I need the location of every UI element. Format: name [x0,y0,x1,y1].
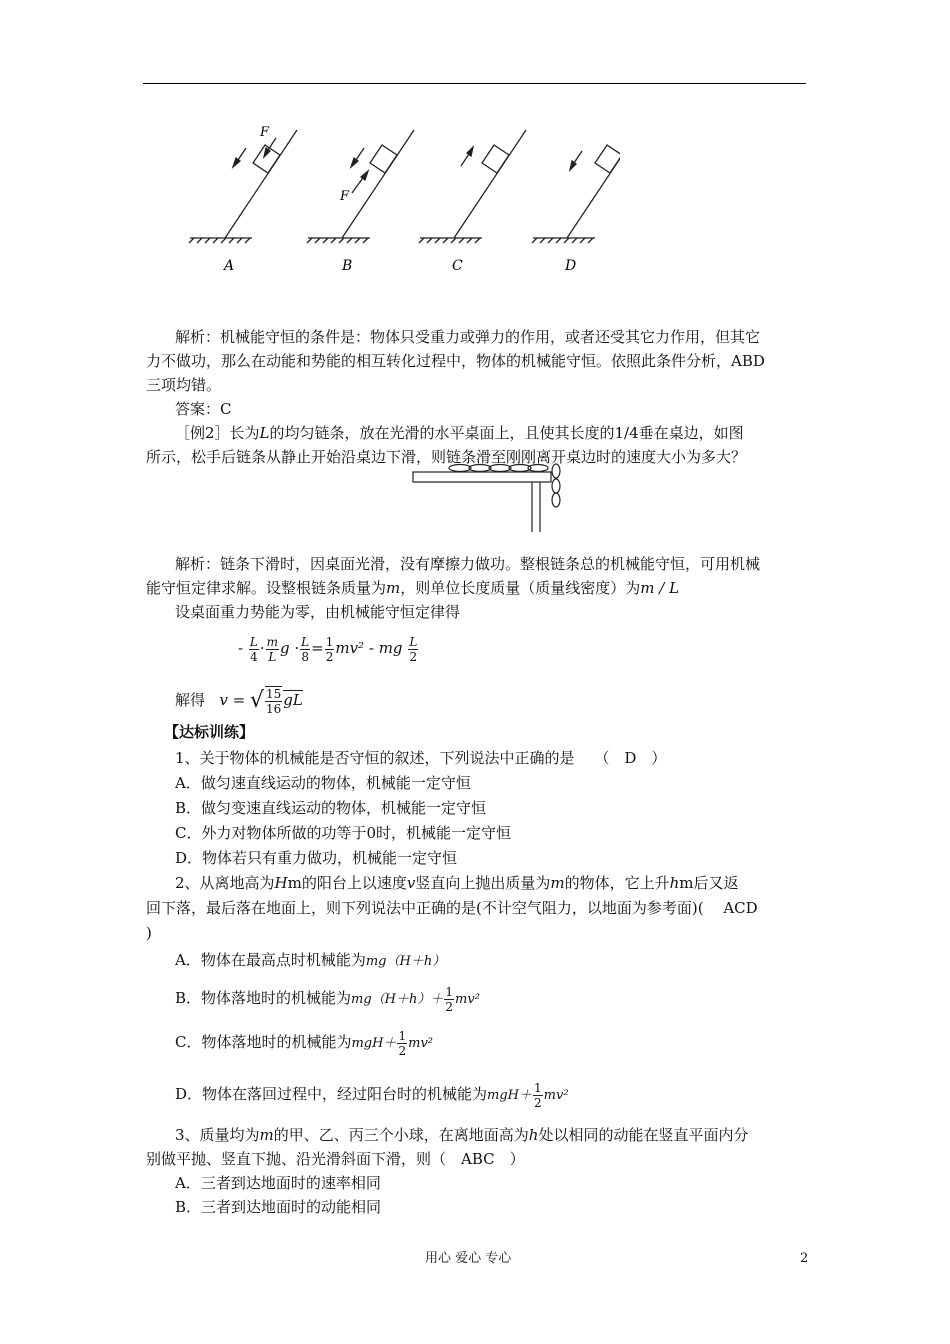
analysis2-line3: 设桌面重力势能为零，由机械能守恒定律得 [175,603,461,621]
incline-d [532,130,620,243]
label-d: D [565,258,577,274]
label-a: A [224,258,235,274]
q3-option-b: B．三者到达地面时的动能相同 [175,1198,382,1216]
incline-figure [180,120,620,280]
analysis1-line2: 力不做功，那么在动能和势能的相互转化过程中，物体的机械能守恒。依照此条件分析，ABD [146,352,765,370]
q2-option-b: B．物体落地时的机械能为mg（H＋h）＋ $\frac{1}{2}$ mv² [175,984,480,1014]
footer-slogan: 用心 爱心 专心 [425,1251,512,1266]
q1: 1、关于物体的机械能是否守恒的叙述，下列说法中正确的是 （ D ） [175,749,667,767]
energy-equation: - $\frac{L}{4}$ · $\frac{m}{L}$ g · $\frac{L}{8}$ = $\frac{1}{2}$ mv² - mg $\frac{L}{2}$ [238,634,418,664]
force-label-b: F [340,189,350,204]
force-label-a: F [260,125,270,140]
example2-line2: 所示，松手后链条从静止开始沿桌边下滑，则链条滑至刚刚离开桌边时的速度大小为多大？ [146,448,747,466]
answer1: 答案：C [175,400,232,418]
page-number: 2 [800,1251,809,1266]
solution-line: 解得 v = √ $\frac{15}{16}$ gL [175,687,303,716]
q2-line1: 2、从离地高为Hm的阳台上以速度v竖直向上抛出质量为m的物体，它上升hm后又返 [175,874,739,892]
example2-line1: ［例2］长为L的均匀链条，放在光滑的水平桌面上，且使其长度的1/4垂在桌边，如图 [175,424,744,442]
q2-option-a: A．物体在最高点时机械能为mg（H＋h） [175,951,446,969]
q3-option-a: A．三者到达地面时的速率相同 [175,1174,381,1192]
q2-option-c: C．物体落地时的机械能为mgH＋ $\frac{1}{2}$ mv² [175,1028,434,1058]
analysis2-line1: 解析：链条下滑时，因桌面光滑，没有摩擦力做功。整根链条总的机械能守恒，可用机械 [175,555,761,573]
analysis1-line3: 三项均错。 [146,376,222,394]
chain-table-figure [408,460,578,540]
q2-line2: 回下落，最后落在地面上，则下列说法中正确的是(不计空气阻力，以地面为参考面)( ACD [146,899,758,917]
incline-a [189,130,297,243]
training-header: 【达标训练】 [164,723,255,741]
incline-c [419,130,526,243]
q1-option-c: C．外力对物体所做的功等于0时，机械能一定守恒 [175,824,512,842]
q1-option-b: B．做匀变速直线运动的物体，机械能一定守恒 [175,799,487,817]
incline-b [307,130,414,243]
q1-option-a: A．做匀速直线运动的物体，机械能一定守恒 [175,774,471,792]
analysis2-line2: 能守恒定律求解。设整根链条质量为m，则单位长度质量（质量线密度）为m / L [146,579,680,597]
label-b: B [342,258,353,274]
analysis1-line1: 解析：机械能守恒的条件是：物体只受重力或弹力的作用，或者还受其它力作用，但其它 [175,328,761,346]
label-c: C [452,258,463,274]
q1-option-d: D．物体若只有重力做功，机械能一定守恒 [175,849,458,867]
q3-line1: 3、质量均为m的甲、乙、丙三个小球，在离地面高为h处以相同的动能在竖直平面内分 [175,1126,749,1144]
q2-line3: ) [146,924,152,942]
q3-line2: 别做平抛、竖直下抛、沿光滑斜面下滑，则（ ABC ） [146,1150,525,1168]
header-rule [143,83,806,84]
q2-option-d: D．物体在落回过程中，经过阳台时的机械能为mgH＋ $\frac{1}{2}$ mv² [175,1080,569,1110]
